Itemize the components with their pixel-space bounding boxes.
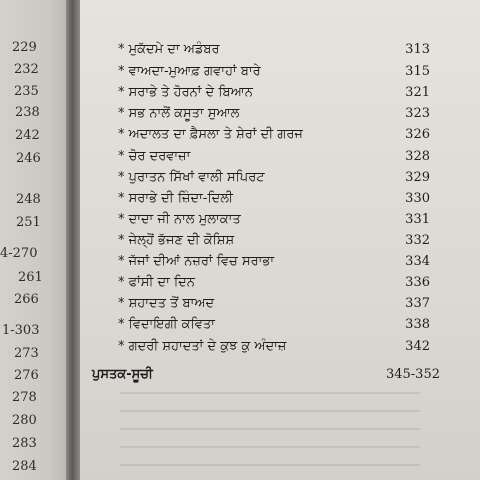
toc-entry-page: 338	[405, 317, 430, 332]
left-page-number: 246	[16, 151, 41, 166]
toc-entry	[118, 191, 430, 211]
toc-entry-page: 328	[405, 149, 430, 164]
left-page-number: 284	[12, 459, 37, 474]
toc-entry	[118, 170, 430, 190]
toc-entry-title: * ਸਰਾਭੇ ਦੀ ਜ਼ਿੰਦਾ-ਦਿਲੀ	[118, 191, 233, 206]
bibliography-page: 345-352	[385, 367, 440, 382]
toc-entry	[118, 42, 430, 62]
toc-entry-page: 342	[405, 339, 430, 354]
left-page-number: 242	[15, 128, 40, 143]
left-page-number: 235	[14, 84, 39, 99]
bleed-through-line	[120, 392, 420, 394]
toc-entry	[118, 233, 430, 253]
toc-entry-page: 329	[405, 170, 430, 185]
toc-entry	[118, 254, 430, 274]
toc-entry-page: 334	[405, 254, 430, 269]
toc-entry-page: 326	[405, 127, 430, 142]
toc-entry-title: * ਪੁਰਾਤਨ ਸਿੱਖਾਂ ਵਾਲੀ ਸਪਿਰਟ	[118, 170, 265, 185]
toc-entry	[118, 149, 430, 169]
left-page-number: 251	[16, 215, 41, 230]
toc-entry	[118, 339, 430, 359]
toc-entry-title: * ਅਦਾਲਤ ਦਾ ਫ਼ੈਸਲਾ ਤੇ ਸ਼ੇਰਾਂ ਦੀ ਗਰਜ	[118, 127, 303, 142]
left-page-number: 1-303	[2, 323, 40, 338]
left-page-number: 273	[14, 346, 39, 361]
left-page-number: 278	[12, 390, 37, 405]
toc-entry-page: 313	[405, 42, 430, 57]
toc-entry-title: * ਵਾਅਦਾ-ਮੁਆਫ਼ ਗਵਾਹਾਂ ਬਾਰੇ	[118, 64, 261, 79]
left-page-number: 232	[14, 62, 39, 77]
left-page-number: 261	[18, 270, 43, 285]
toc-entry-title: * ਦਾਦਾ ਜੀ ਨਾਲ ਮੁਲਾਕਾਤ	[118, 212, 241, 227]
toc-entry-page: 330	[405, 191, 430, 206]
left-page-number: 238	[15, 105, 40, 120]
toc-entry	[118, 275, 430, 295]
toc-entry-page: 337	[405, 296, 430, 311]
book-gutter	[66, 0, 80, 480]
toc-entry-title: * ਸ਼ਹਾਦਤ ਤੋਂ ਬਾਅਦ	[118, 296, 215, 311]
bleed-through-line	[120, 446, 420, 448]
left-page-number: 266	[14, 292, 39, 307]
bleed-through-line	[120, 464, 420, 466]
toc-entry	[118, 212, 430, 232]
left-page-number: 4-270	[0, 246, 38, 261]
toc-entry-page: 332	[405, 233, 430, 248]
toc-entry-title: * ਗਦਰੀ ਸ਼ਹਾਦਤਾਂ ਦੇ ਕੁਝ ਕੁ ਅੰਦਾਜ਼	[118, 339, 287, 354]
bibliography-entry	[92, 367, 440, 387]
toc-entry-page: 315	[405, 64, 430, 79]
toc-entry-page: 331	[405, 212, 430, 227]
toc-entry	[118, 85, 430, 105]
toc-entry-page: 336	[405, 275, 430, 290]
toc-entry-title: * ਜੇਲ੍ਹੋਂ ਭੱਜਣ ਦੀ ਕੋਸ਼ਿਸ਼	[118, 233, 235, 248]
toc-entry	[118, 127, 430, 147]
toc-entry-page: 323	[405, 106, 430, 121]
toc-entry-title: * ਚੋਰ ਦਰਵਾਜ਼ਾ	[118, 149, 191, 164]
left-page-number: 248	[16, 192, 41, 207]
left-page-number: 280	[12, 413, 37, 428]
toc-entry-title: * ਸਰਾਭੇ ਤੇ ਹੋਰਨਾਂ ਦੇ ਬਿਆਨ	[118, 85, 253, 100]
toc-entry	[118, 296, 430, 316]
bibliography-title: ਪੁਸਤਕ-ਸੂਚੀ	[92, 367, 153, 382]
toc-entry-page: 321	[405, 85, 430, 100]
toc-entry	[118, 64, 430, 84]
left-page-number: 229	[12, 40, 37, 55]
toc-entry-title: * ਵਿਦਾਇਗੀ ਕਵਿਤਾ	[118, 317, 215, 332]
toc-entry-title: * ਫਾਂਸੀ ਦਾ ਦਿਨ	[118, 275, 195, 290]
left-page-number: 283	[12, 436, 37, 451]
toc-entry-title: * ਜੱਜਾਂ ਦੀਆਂ ਨਜ਼ਰਾਂ ਵਿਚ ਸਰਾਭਾ	[118, 254, 275, 269]
toc-entry	[118, 317, 430, 337]
toc-entry	[118, 106, 430, 126]
bleed-through-line	[120, 410, 420, 412]
left-page-number: 276	[14, 368, 39, 383]
toc-entry-title: * ਸਭ ਨਾਲੋਂ ਕਸੂਤਾ ਸੁਆਲ	[118, 106, 240, 121]
toc-entry-title: * ਮੁਕੱਦਮੇ ਦਾ ਅਡੰਬਰ	[118, 42, 220, 57]
bleed-through-line	[120, 428, 420, 430]
